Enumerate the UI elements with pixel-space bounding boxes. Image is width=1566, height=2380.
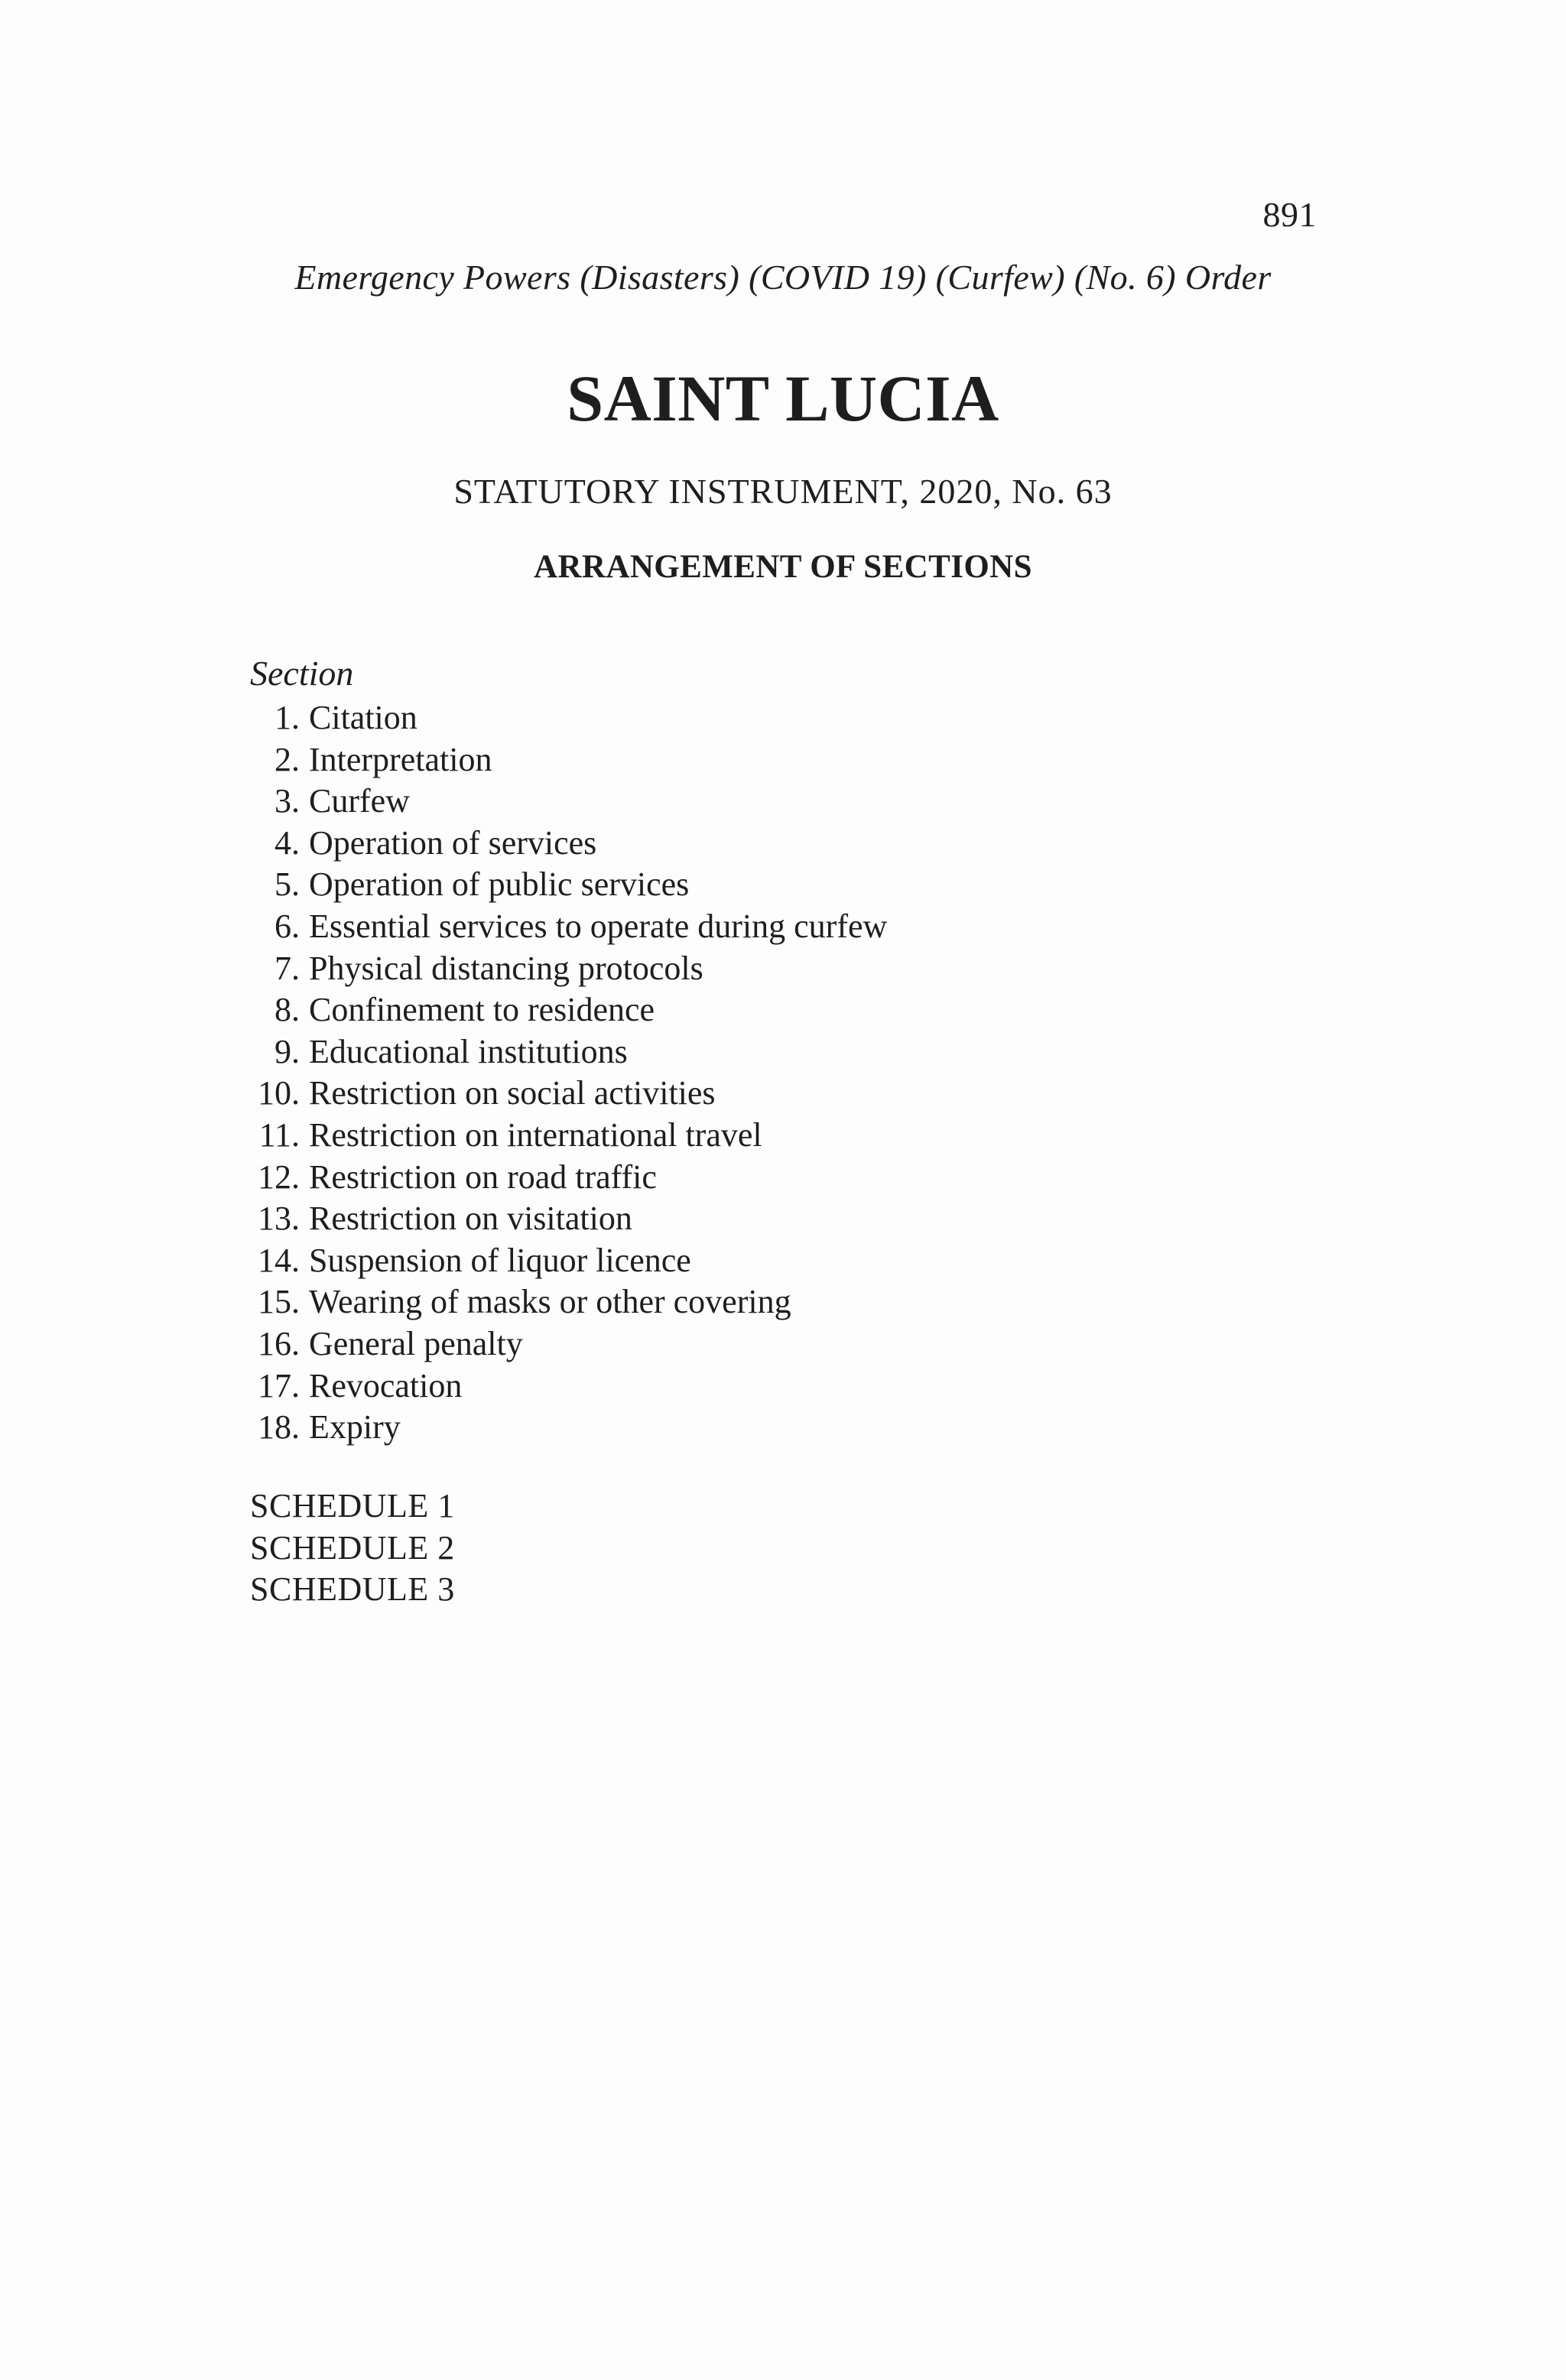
section-number: 14. (258, 1241, 300, 1279)
section-item (250, 1240, 887, 1282)
section-title: Suspension of liquor licence (309, 1241, 691, 1279)
section-title: Interpretation (309, 740, 492, 778)
section-number: 5. (275, 865, 300, 904)
section-title: Educational institutions (309, 1032, 628, 1070)
section-item (250, 906, 887, 948)
page-number: 891 (1262, 195, 1317, 234)
section-number: 4. (275, 823, 300, 862)
schedule-item: SCHEDULE 1 (250, 1487, 455, 1524)
section-item (250, 1323, 887, 1365)
section-item (250, 781, 887, 823)
section-number: 9. (275, 1032, 300, 1070)
section-title: Curfew (309, 782, 410, 820)
section-title: Confinement to residence (309, 991, 655, 1029)
section-item (250, 1365, 887, 1408)
section-number: 8. (275, 991, 300, 1029)
section-item (250, 989, 887, 1031)
section-item (250, 1407, 887, 1449)
section-title: Restriction on international travel (309, 1115, 762, 1154)
section-title: Citation (309, 699, 417, 736)
section-item (250, 739, 887, 781)
section-title: Physical distancing protocols (309, 949, 703, 987)
country-title: SAINT LUCIA (567, 362, 999, 435)
instrument-title: STATUTORY INSTRUMENT, 2020, No. 63 (453, 472, 1113, 511)
section-number: 12. (258, 1158, 300, 1196)
section-title: Expiry (309, 1408, 401, 1447)
section-title: Restriction on visitation (309, 1200, 632, 1238)
section-item (250, 1198, 887, 1240)
section-title: General penalty (309, 1324, 523, 1362)
section-item (250, 1281, 887, 1323)
section-item (250, 864, 887, 906)
section-number: 7. (275, 949, 300, 987)
section-item (250, 948, 887, 990)
section-item (250, 823, 887, 865)
sections-list (250, 697, 887, 1449)
section-item (250, 1115, 887, 1157)
arrangement-heading: ARRANGEMENT OF SECTIONS (534, 549, 1032, 585)
schedule-item: SCHEDULE 3 (250, 1570, 455, 1609)
section-item (250, 1031, 887, 1073)
section-title: Restriction on social activities (309, 1074, 716, 1112)
section-column-heading: Section (250, 654, 354, 693)
section-number: 15. (258, 1283, 300, 1321)
section-number: 11. (258, 1115, 300, 1154)
section-title: Operation of public services (309, 865, 690, 904)
section-number: 13. (258, 1200, 300, 1238)
section-number: 17. (258, 1366, 300, 1404)
section-item (250, 697, 887, 739)
section-number: 6. (275, 907, 300, 945)
section-title: Wearing of masks or other covering (309, 1283, 791, 1321)
section-title: Revocation (309, 1366, 463, 1404)
schedules-list (250, 1485, 455, 1611)
schedule-item: SCHEDULE 2 (250, 1528, 455, 1567)
section-title: Operation of services (309, 823, 597, 862)
section-item (250, 1073, 887, 1115)
running-head: Emergency Powers (Disasters) (COVID 19) (Curfew) (No. 6) Order (294, 258, 1272, 297)
section-title: Restriction on road traffic (309, 1158, 657, 1196)
section-title: Essential services to operate during curfew (309, 907, 888, 945)
section-number: 16. (258, 1324, 300, 1362)
section-number: 2. (275, 740, 300, 778)
section-item (250, 1157, 887, 1199)
section-number: 3. (275, 782, 300, 820)
section-number: 18. (258, 1408, 300, 1447)
section-number: 1. (275, 699, 300, 736)
section-number: 10. (258, 1074, 300, 1112)
